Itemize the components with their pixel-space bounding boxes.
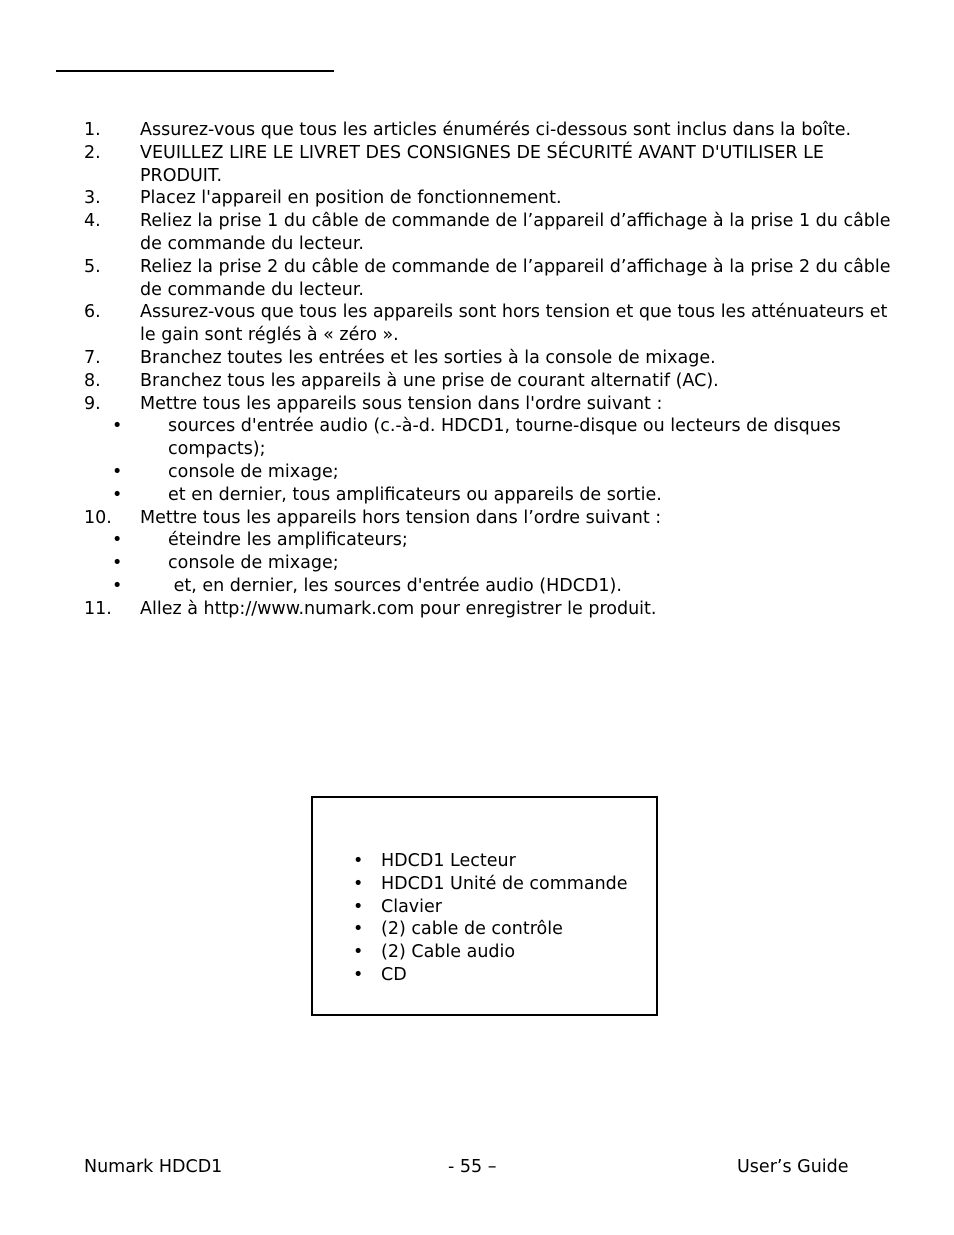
step-text: Allez à http://www.numark.com pour enregistrer le produit. xyxy=(140,598,657,619)
bullet-icon: • xyxy=(112,484,123,505)
power-on-sub-item xyxy=(112,484,894,507)
bullet-icon: • xyxy=(353,896,364,917)
sub-item-text: et, en dernier, les sources d'entrée audio (HDCD1). xyxy=(168,575,622,596)
list-item-text: (2) Cable audio xyxy=(381,942,516,963)
step-number: 8. xyxy=(84,370,101,391)
step-text: Branchez tous les appareils à une prise de courant alternatif (AC). xyxy=(140,370,719,391)
sub-item-text: console de mixage; xyxy=(168,461,339,482)
step-item xyxy=(84,370,894,393)
power-off-sub-item xyxy=(112,575,894,598)
list-item xyxy=(353,964,628,987)
step-text: Mettre tous les appareils hors tension dans l’ordre suivant : xyxy=(140,507,662,528)
step-number: 4. xyxy=(84,211,101,232)
step-text: Placez l'appareil en position de fonctionnement. xyxy=(140,188,562,209)
step-number: 2. xyxy=(84,142,101,163)
box-contents-list xyxy=(353,850,628,987)
step-item xyxy=(84,347,894,370)
step-number: 6. xyxy=(84,302,101,323)
list-item xyxy=(353,850,628,873)
power-on-sub-item xyxy=(112,415,894,461)
bullet-icon: • xyxy=(112,530,123,551)
list-item xyxy=(353,941,628,964)
step-text: VEUILLEZ LIRE LE LIVRET DES CONSIGNES DE SÉCURITÉ AVANT D'UTILISER LE PRODUIT. xyxy=(140,142,824,186)
step-item xyxy=(84,142,894,188)
bullet-icon: • xyxy=(112,461,123,482)
step-item xyxy=(84,507,894,530)
box-contents-frame xyxy=(311,796,658,1016)
footer-guide-title: User’s Guide xyxy=(737,1157,849,1177)
step-text: Assurez-vous que tous les articles énumérés ci-dessous sont inclus dans la boîte. xyxy=(140,120,852,140)
bullet-icon: • xyxy=(353,873,364,894)
bullet-icon: • xyxy=(112,575,123,596)
step-text: Reliez la prise 2 du câble de commande de l’appareil d’affichage à la prise 2 du câble de commande du lecteur. xyxy=(140,256,891,300)
step-number: 1. xyxy=(84,120,101,140)
step-item xyxy=(84,187,894,210)
step-item xyxy=(84,119,894,142)
setup-steps-list xyxy=(84,119,894,621)
sub-item-text: console de mixage; xyxy=(168,553,339,574)
step-item xyxy=(84,210,894,256)
step-item xyxy=(84,393,894,416)
list-item xyxy=(353,896,628,919)
bullet-icon: • xyxy=(353,919,364,940)
list-item-text: CD xyxy=(381,964,407,985)
power-on-sub-item xyxy=(112,461,894,484)
step-number: 3. xyxy=(84,188,101,209)
step-item xyxy=(84,256,894,302)
heading-underline-rule xyxy=(56,70,334,72)
list-item xyxy=(353,873,628,896)
footer-product-name: Numark HDCD1 xyxy=(84,1157,223,1177)
step-number: 11. xyxy=(84,598,112,619)
step-number: 5. xyxy=(84,256,101,277)
sub-item-text: et en dernier, tous amplificateurs ou appareils de sortie. xyxy=(168,484,662,505)
power-off-sub-item xyxy=(112,552,894,575)
sub-item-text: éteindre les amplificateurs; xyxy=(168,530,408,551)
list-item-text: HDCD1 Lecteur xyxy=(381,851,516,871)
footer-page-number: - 55 – xyxy=(448,1157,497,1177)
list-item xyxy=(353,918,628,941)
step-text: Mettre tous les appareils sous tension dans l'ordre suivant : xyxy=(140,393,663,414)
list-item-text: HDCD1 Unité de commande xyxy=(381,873,628,894)
bullet-icon: • xyxy=(353,942,364,963)
power-off-sub-item xyxy=(112,529,894,552)
step-text: Branchez toutes les entrées et les sorties à la console de mixage. xyxy=(140,347,716,368)
bullet-icon: • xyxy=(353,964,364,985)
step-number: 7. xyxy=(84,347,101,368)
step-number: 10. xyxy=(84,507,112,528)
list-item-text: Clavier xyxy=(381,896,442,917)
bullet-icon: • xyxy=(112,416,123,437)
step-item xyxy=(84,301,894,347)
step-text: Assurez-vous que tous les appareils sont hors tension et que tous les atténuateurs et le gain sont réglés à « zéro ». xyxy=(140,302,888,346)
bullet-icon: • xyxy=(112,553,123,574)
bullet-icon: • xyxy=(353,851,364,871)
sub-item-text: sources d'entrée audio (c.-à-d. HDCD1, tourne-disque ou lecteurs de disques compacts); xyxy=(168,416,841,460)
step-text: Reliez la prise 1 du câble de commande de l’appareil d’affichage à la prise 1 du câble de commande du lecteur. xyxy=(140,211,891,254)
step-item xyxy=(84,598,894,621)
step-number: 9. xyxy=(84,393,101,414)
list-item-text: (2) cable de contrôle xyxy=(381,919,563,940)
